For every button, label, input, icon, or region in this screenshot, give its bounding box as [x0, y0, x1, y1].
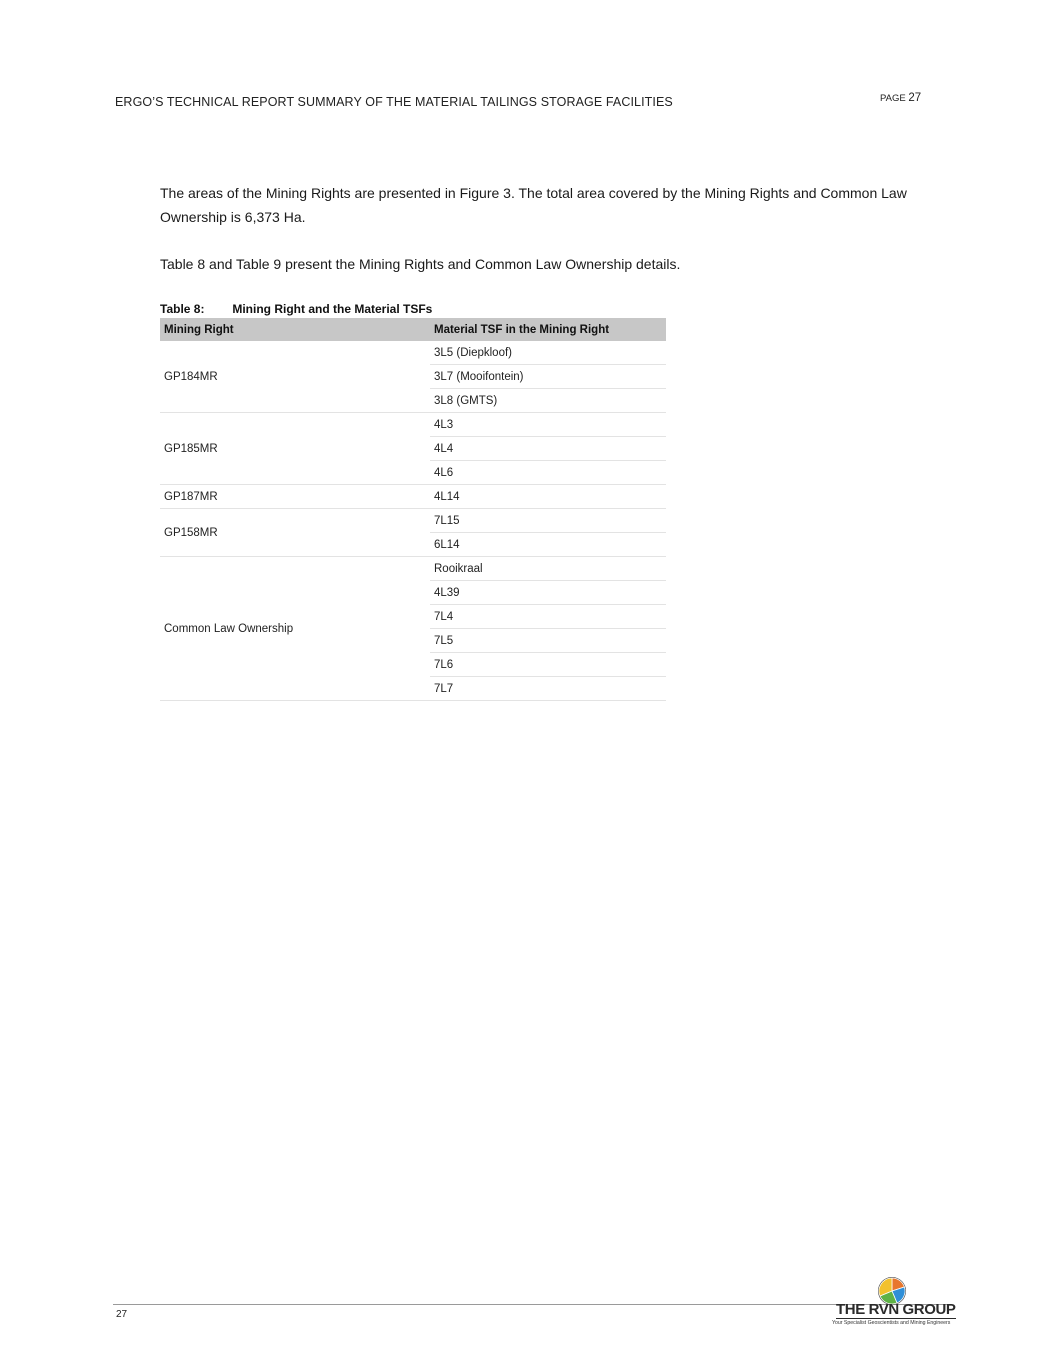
table-body — [160, 341, 666, 701]
table-row — [160, 557, 666, 581]
footer-divider — [113, 1304, 948, 1305]
paragraph-table-reference: Table 8 and Table 9 present the Mining Rights and Common Law Ownership details. — [160, 256, 681, 272]
report-title: ERGO’S TECHNICAL REPORT SUMMARY OF THE MATERIAL TAILINGS STORAGE FACILITIES — [115, 95, 673, 109]
material-tsf-cell: 3L5 (Diepkloof) — [430, 341, 666, 365]
header-page-label — [880, 92, 921, 104]
material-tsf-cell: 3L7 (Mooifontein) — [430, 365, 666, 389]
mining-right-cell: GP184MR — [160, 341, 430, 413]
table-row — [160, 341, 666, 365]
mining-right-cell: Common Law Ownership — [160, 557, 430, 701]
material-tsf-cell: 7L15 — [430, 509, 666, 533]
mining-right-cell: GP187MR — [160, 485, 430, 509]
material-tsf-cell: 4L14 — [430, 485, 666, 509]
material-tsf-cell: 7L6 — [430, 653, 666, 677]
material-tsf-cell: 4L39 — [430, 581, 666, 605]
material-tsf-cell: 7L7 — [430, 677, 666, 701]
mining-rights-table — [160, 318, 666, 701]
material-tsf-cell: 6L14 — [430, 533, 666, 557]
material-tsf-cell: 7L4 — [430, 605, 666, 629]
footer-page-number: 27 — [116, 1309, 128, 1320]
table-row — [160, 485, 666, 509]
material-tsf-cell: 7L5 — [430, 629, 666, 653]
table-row — [160, 509, 666, 533]
header-page-number: 27 — [908, 92, 922, 104]
material-tsf-cell: 4L4 — [430, 437, 666, 461]
column-header-material-tsf: Material TSF in the Mining Right — [430, 318, 666, 341]
page-word: PAGE — [880, 93, 906, 104]
table-header-row — [160, 318, 666, 341]
table-caption-number: Table 8: — [160, 302, 205, 316]
logo-tagline: Your Specialist Geoscientists and Mining Engineers — [832, 1320, 951, 1326]
table-row — [160, 413, 666, 437]
mining-right-cell: GP158MR — [160, 509, 430, 557]
material-tsf-cell: 3L8 (GMTS) — [430, 389, 666, 413]
material-tsf-cell: 4L3 — [430, 413, 666, 437]
material-tsf-cell: 4L6 — [430, 461, 666, 485]
column-header-mining-right: Mining Right — [160, 318, 430, 341]
table-caption — [160, 302, 432, 316]
logo-wordmark: THE RVN GROUP — [836, 1301, 956, 1318]
mining-right-cell: GP185MR — [160, 413, 430, 485]
material-tsf-cell: Rooikraal — [430, 557, 666, 581]
table-caption-title: Mining Right and the Material TSFs — [232, 302, 433, 316]
paragraph-area-description: The areas of the Mining Rights are presented in Figure 3. The total area covered by the Mining Rights and Common Law Ownership is 6,373 Ha. — [160, 185, 907, 225]
rvn-group-logo — [830, 1274, 955, 1329]
